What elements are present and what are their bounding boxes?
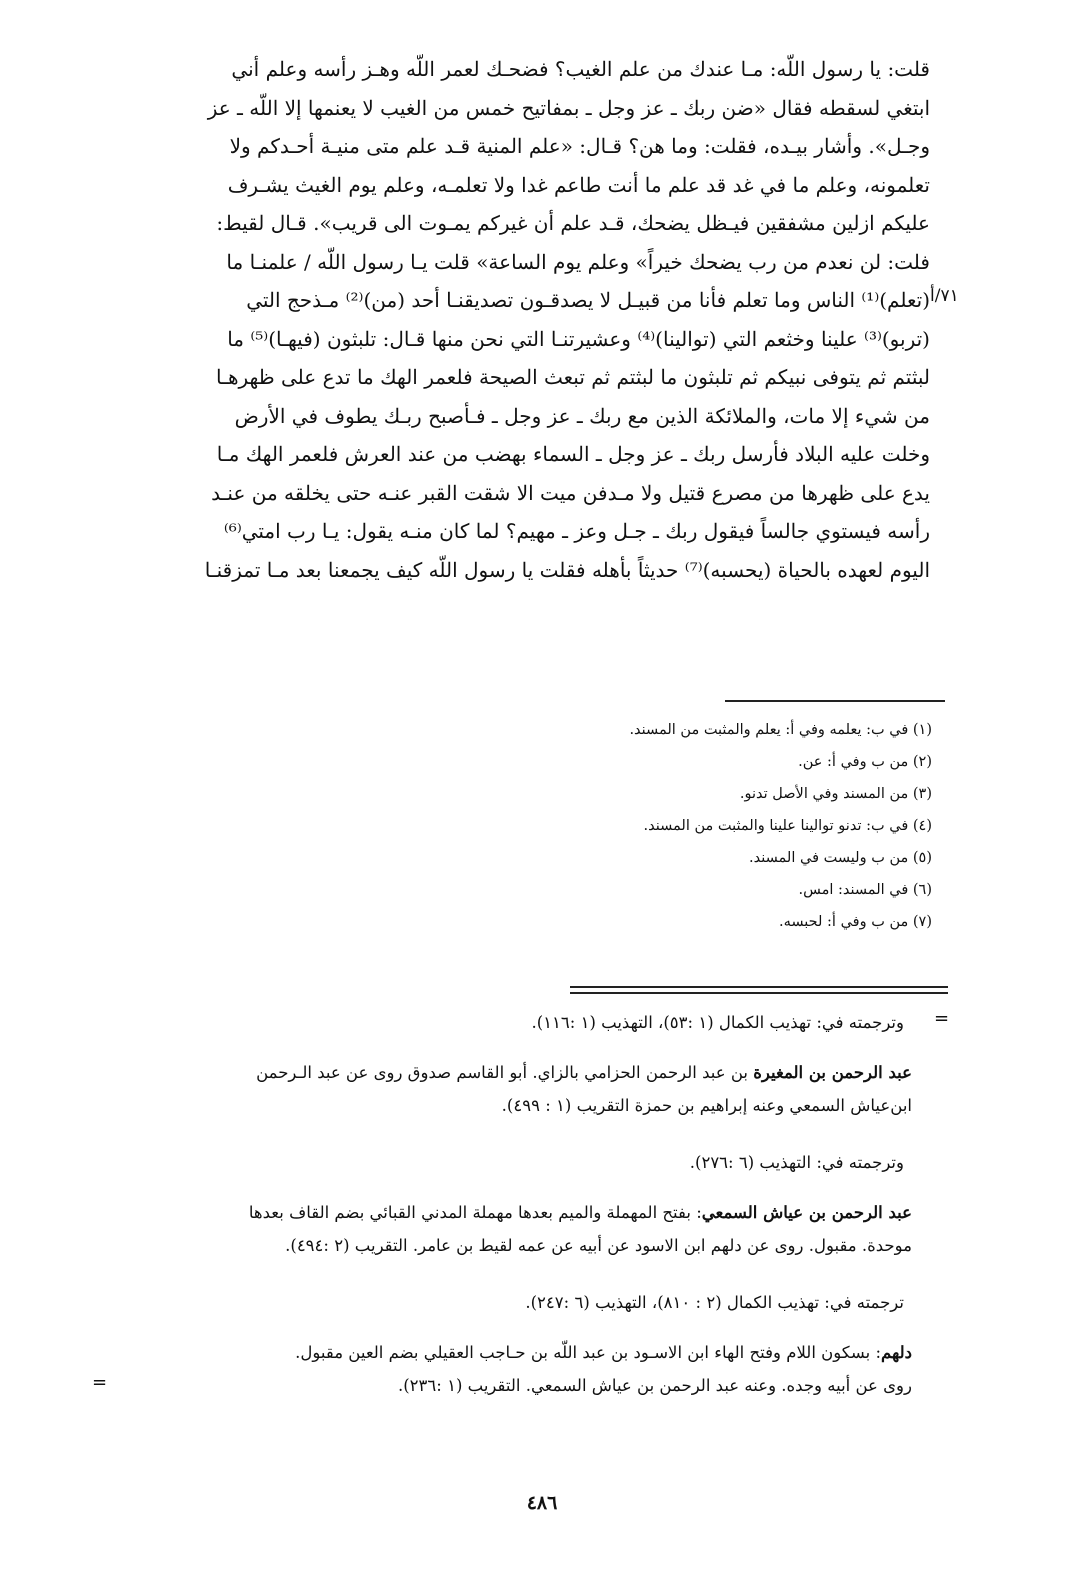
biography-block	[80, 1286, 912, 1319]
biography-block	[80, 1056, 912, 1122]
footnote-separator	[725, 700, 945, 702]
footnotes	[500, 714, 932, 938]
main-line: قلت: يا رسول اللّه: مـا عندك من علم الغيب؟ فضحـك لعمر اللّه وهـز رأسه وعلم أني	[231, 57, 930, 81]
margin-folio-reference: ٧١/أ	[930, 286, 959, 306]
biography-translation-line: وترجمته في: التهذيب (٦ :٢٧٦).	[689, 1153, 904, 1172]
main-line: عليكم ازلين مشفقين فيـظل يضحك، قـد علم أن غيركم يمـوت الى قريب». قـال لقيط:	[216, 211, 930, 235]
main-line: فلت: لن نعدم من رب يضحك خيراً» وعلم يوم الساعة» قلت يـا رسول اللّه / علمنـا ما	[226, 249, 930, 274]
main-line: ابتغي لسقطه فقال «ضن ربك ـ عز وجل ـ بمفاتيح خمس من الغيب لا يعنمها إلا اللّه ـ عز	[207, 95, 930, 120]
main-line: رأسه فيستوي جالساً فيقول ربك ـ جـل وعز ـ مهيم؟ لما كان منـه يقول: يـا رب امتي⁽⁶⁾	[223, 519, 930, 543]
biography-text: : بسكون اللام وفتح الهاء ابن الاسـود بن عبد اللّه بن حـاجب العقيلي بضم العين مقبول.	[295, 1343, 882, 1362]
main-line: (تعلم)⁽¹⁾ الناس وما تعلم فأنا من قبيـل لا يصدقـون تصديقنـا أحد (من)⁽²⁾ مـذحج التي	[246, 288, 930, 312]
continuation-mark: =	[934, 1008, 950, 1029]
main-text	[80, 50, 930, 589]
footnote-7: (٧) من ب وفي أ: لحبسه.	[778, 914, 932, 930]
main-line: وخلت عليه البلاد فأرسل ربك ـ عز وجل ـ السماء بهضب من عند العرش فلعمر الهك مـا	[216, 442, 930, 466]
footnote-5: (٥) من ب وليست في المسند.	[749, 850, 932, 866]
main-line: من شيء إلا مات، والملائكة الذين مع ربك ـ عز وجل ـ فـأصبح ربـك يطوف في الأرض	[234, 403, 930, 428]
biography-line: روى عن أبيه وجده. وعنه عبد الرحمن بن عياش السمعي. التقريب (١ :٢٣٦).	[397, 1376, 912, 1395]
biography-name: دلهم	[881, 1343, 912, 1362]
main-line: تعلمونه، وعلم ما في غد قد علم ما أنت طاعم غدا ولا تعلمـه، وعلم يوم الغيث يشـرف	[227, 172, 930, 197]
footnote-6: (٦) في المسند: امس.	[798, 882, 932, 898]
main-line: يدع على ظهرها من مصرع قتيل ولا مـدفن ميت الا شقت القبر عنـه حتى يخلقه من عنـد	[211, 480, 930, 505]
main-line: لبثتم ثم يتوفى نبيكم ثم تلبثون ما لبثتم ثم تبعث الصيحة فلعمر الهك ما تدع على ظهرهـا	[215, 365, 930, 389]
footnote-4: (٤) في ب: تدنو توالينا علينا والمثبت من المسند.	[643, 818, 932, 834]
main-line: (تربو)⁽³⁾ علينا وخثعم التي (توالينا)⁽⁴⁾ وعشيرتنـا التي نحن منها قـال: تلبثون (فيهـا)⁽⁵⁾ ما	[227, 326, 930, 351]
biography-text: : بفتح المهملة والميم بعدها مهملة المدني القبائي بضم القاف بعدها	[248, 1203, 702, 1222]
biography-text: بن عبد الرحمن الحزامي بالزاي. أبو القاسم صدوق روى عن عبد الـرحمن	[256, 1063, 754, 1082]
biography-block	[80, 1006, 912, 1039]
main-line: اليوم لعهده بالحياة (يحسبه)⁽⁷⁾ حديثاً بأهله فقلت يا رسول اللّه كيف يجمعنا بعد مـا تمزقنـا	[204, 557, 930, 582]
biography-line	[80, 1336, 912, 1369]
footnote-1: (١) في ب: يعلمه وفي أ: يعلم والمثبت من المسند.	[629, 722, 932, 738]
biography-block	[80, 1146, 912, 1179]
biography-translation-line: ترجمته في: تهذيب الكمال (٢ : ٨١٠)، التهذيب (٦ :٢٤٧).	[525, 1293, 904, 1312]
end-continuation-mark: =	[92, 1372, 108, 1393]
footnote-3: (٣) من المسند وفي الأصل تدنو.	[739, 786, 932, 802]
biography-name: عبد الرحمن بن المغيرة	[753, 1063, 912, 1082]
main-line: وجـل». وأشار بيـده، فقلت: وما هن؟ قـال: «علم المنية قـد علم متى منيـة أحـدكم ولا	[229, 134, 930, 158]
biography-separator-top	[570, 986, 948, 988]
biography-name: عبد الرحمن بن عياش السمعي	[701, 1203, 912, 1222]
biography-line	[80, 1196, 912, 1229]
footnote-2: (٢) من ب وفي أ: عن.	[798, 754, 932, 770]
page-number: ٤٨٦	[526, 1492, 558, 1514]
biography-line: ابن‌عياش السمعي وعنه إبراهيم بن حمزة التقريب (١ : ٤٩٩).	[501, 1096, 912, 1115]
biography-block	[80, 1336, 912, 1402]
biography-block	[80, 1196, 912, 1262]
biography-line	[80, 1056, 912, 1089]
biography-separator-bottom	[570, 992, 948, 994]
biography-translation-line: وترجمته في: تهذيب الكمال (١ :٥٣)، التهذيب (١ :١١٦).	[531, 1013, 904, 1032]
biography-line: موحدة. مقبول. روى عن دلهم ابن الاسود عن أبيه عن عمه لقيط بن عامر. التقريب (٢ :٤٩٤).	[285, 1236, 912, 1255]
